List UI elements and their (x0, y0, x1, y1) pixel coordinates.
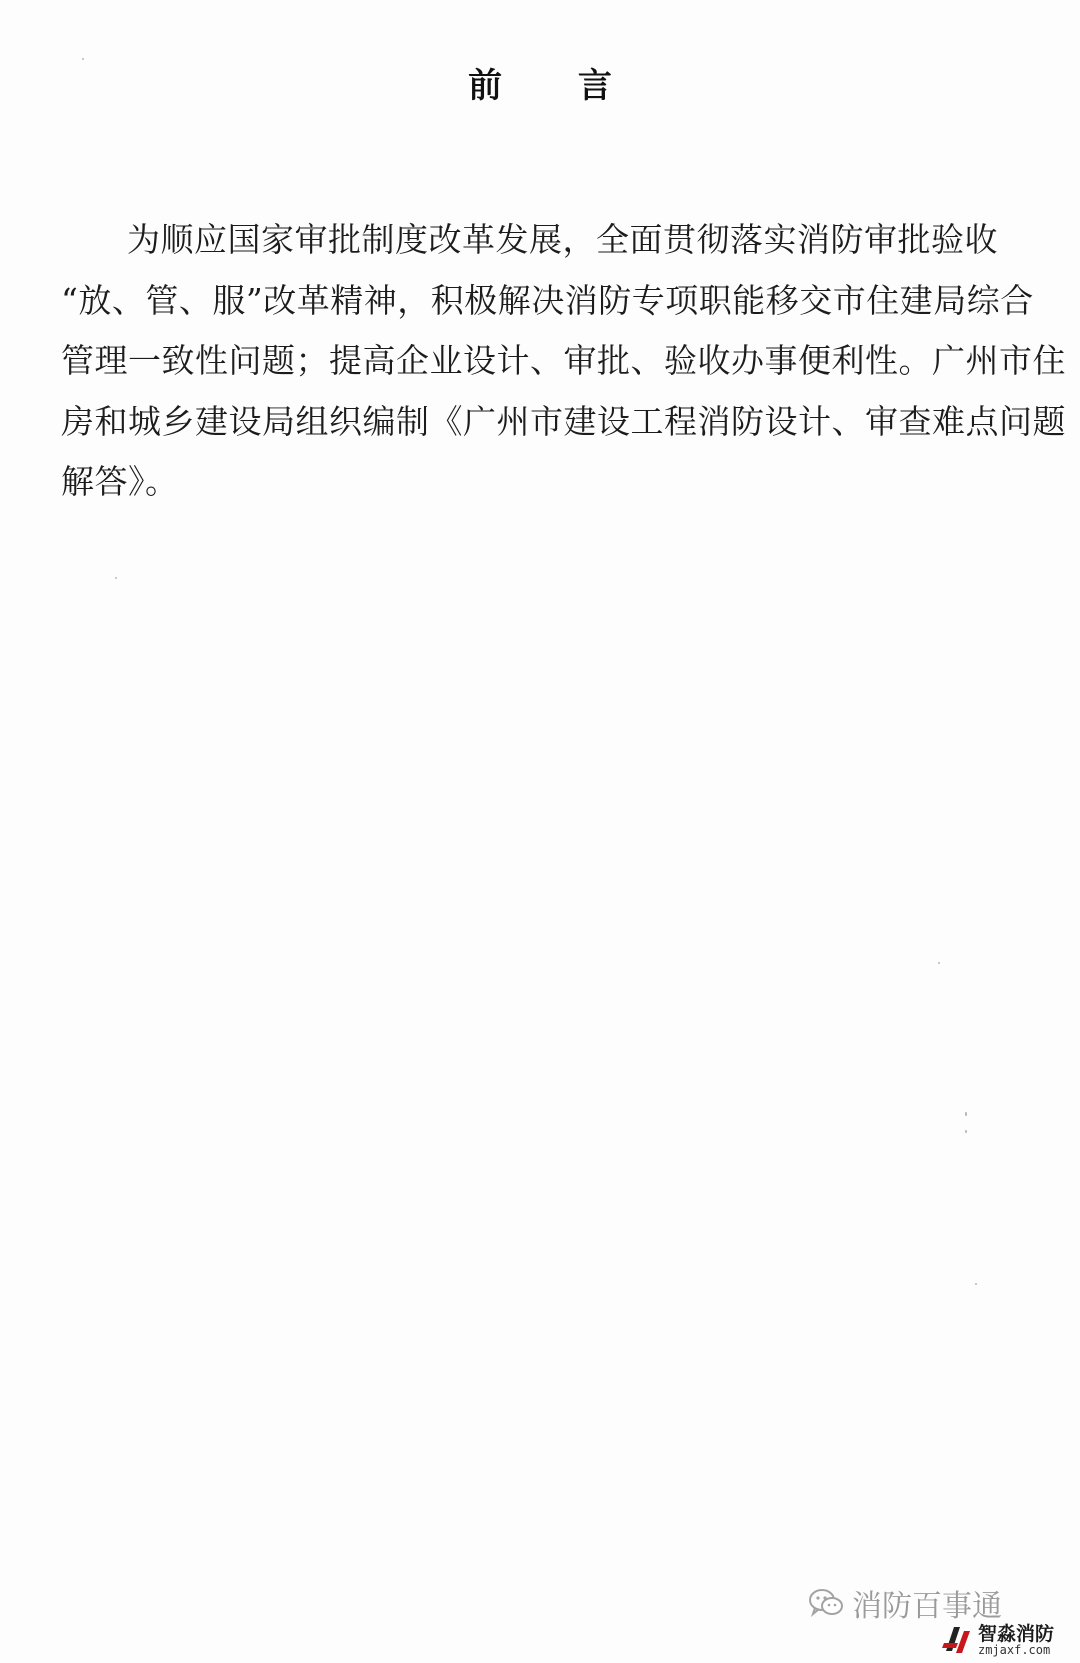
scan-speck (965, 1130, 967, 1133)
wechat-icon (808, 1588, 844, 1618)
logo-name: 智淼消防 (977, 1622, 1054, 1645)
scan-speck (115, 577, 117, 579)
site-logo (940, 1623, 1054, 1657)
wechat-watermark (808, 1581, 1002, 1625)
logo-url: zmjaxf.com (977, 1642, 1051, 1657)
preface-paragraph (61, 210, 1066, 513)
zhimiao-logo-icon (940, 1623, 974, 1657)
watermark-text: 消防百事通 (852, 1589, 1002, 1624)
paragraph-line: 管理一致性问题；提高企业设计、审批、验收办事便利性。广州市住 (61, 341, 1066, 380)
scan-speck (975, 1283, 977, 1285)
scan-speck (82, 58, 84, 60)
paragraph-line: 解答》。 (61, 462, 179, 501)
scan-speck (965, 1112, 967, 1116)
paragraph-line: 为顺应国家审批制度改革发展，全面贯彻落实消防审批验收 (127, 220, 998, 259)
paragraph-line: “放、管、服”改革精神，积极解决消防专项职能移交市住建局综合 (61, 280, 1034, 320)
paragraph-line: 房和城乡建设局组织编制《广州市建设工程消防设计、审查难点问题 (61, 401, 1066, 441)
page-title: 前 言 (468, 66, 644, 106)
scan-speck (938, 962, 940, 964)
